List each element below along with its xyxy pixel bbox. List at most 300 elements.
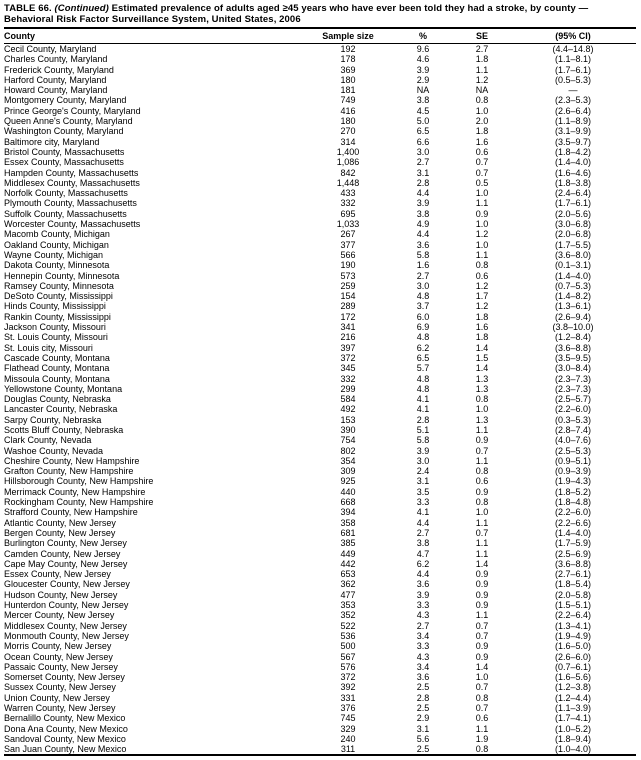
se-cell: 0.8 bbox=[475, 260, 489, 271]
table-row bbox=[4, 229, 636, 239]
county-cell: Charles County, Maryland bbox=[4, 54, 108, 65]
percent-cell: 2.7 bbox=[416, 270, 430, 281]
sample-size-cell: 311 bbox=[340, 744, 356, 755]
se-cell: 1.6 bbox=[475, 136, 489, 147]
table-row bbox=[4, 54, 636, 64]
sample-size-cell: 345 bbox=[340, 363, 356, 374]
table-row bbox=[4, 137, 636, 147]
percent-cell: 3.9 bbox=[416, 445, 430, 456]
percent-cell: 2.7 bbox=[416, 157, 430, 168]
percent-cell: 5.8 bbox=[416, 435, 430, 446]
county-cell: Harford County, Maryland bbox=[4, 74, 107, 85]
sample-size-cell: 576 bbox=[340, 661, 356, 672]
sample-size-cell: 392 bbox=[340, 682, 356, 693]
se-cell: 0.8 bbox=[475, 744, 489, 755]
se-cell: 0.9 bbox=[475, 579, 489, 590]
percent-cell: 4.6 bbox=[416, 54, 430, 65]
county-cell: Warren County, New Jersey bbox=[4, 703, 116, 713]
sample-size-cell: 745 bbox=[340, 713, 356, 724]
table-head bbox=[4, 29, 636, 44]
percent-cell: 3.1 bbox=[416, 476, 430, 487]
percent-cell: 5.1 bbox=[416, 424, 430, 435]
county-cell: Norfolk County, Massachusetts bbox=[4, 188, 128, 199]
sample-size-cell: 925 bbox=[340, 476, 356, 487]
se-cell: 0.6 bbox=[475, 476, 489, 487]
table-row bbox=[4, 631, 636, 641]
sample-size-cell: 522 bbox=[340, 620, 356, 631]
sample-size-cell: 416 bbox=[340, 105, 356, 116]
county-cell: Missoula County, Montana bbox=[4, 373, 110, 384]
sample-size-cell: 573 bbox=[340, 270, 356, 281]
percent-cell: 3.6 bbox=[416, 579, 430, 590]
se-cell: 1.0 bbox=[475, 105, 489, 116]
county-cell: Hinds County, Mississippi bbox=[4, 301, 106, 312]
county-cell: Cecil County, Maryland bbox=[4, 44, 97, 54]
ci-cell: (0.9–5.1) bbox=[554, 455, 592, 466]
county-cell: Baltimore city, Maryland bbox=[4, 136, 100, 147]
ci-cell: (4.4–14.8) bbox=[552, 44, 594, 54]
county-cell: Monmouth County, New Jersey bbox=[4, 630, 129, 641]
table-row bbox=[4, 291, 636, 301]
se-cell: 0.7 bbox=[475, 620, 489, 631]
ci-cell: (1.8–5.4) bbox=[554, 579, 592, 590]
table-row bbox=[4, 569, 636, 579]
percent-cell: 3.1 bbox=[416, 167, 430, 178]
sample-size-cell: 299 bbox=[340, 383, 356, 394]
percent-cell: 3.9 bbox=[416, 589, 430, 600]
table-row bbox=[4, 415, 636, 425]
county-cell: Strafford County, New Hampshire bbox=[4, 507, 138, 518]
ci-cell: (1.4–4.0) bbox=[554, 270, 592, 281]
sample-size-cell: 178 bbox=[340, 54, 356, 65]
se-cell: 1.8 bbox=[475, 332, 489, 343]
se-cell: 0.6 bbox=[475, 270, 489, 281]
percent-cell: 3.1 bbox=[416, 723, 430, 734]
county-cell: Douglas County, Nebraska bbox=[4, 394, 111, 405]
se-cell: 1.0 bbox=[475, 188, 489, 199]
se-cell: 2.0 bbox=[475, 116, 489, 127]
percent-cell: 2.9 bbox=[416, 74, 430, 85]
county-cell: Hampden County, Massachusetts bbox=[4, 167, 139, 178]
se-cell: 0.6 bbox=[475, 146, 489, 157]
county-cell: Lancaster County, Nebraska bbox=[4, 404, 118, 415]
county-cell: Suffolk County, Massachusetts bbox=[4, 208, 127, 219]
table-title bbox=[4, 3, 636, 29]
county-cell: Flathead County, Montana bbox=[4, 363, 110, 374]
table-row bbox=[4, 95, 636, 105]
percent-cell: 4.8 bbox=[416, 373, 430, 384]
table-row bbox=[4, 147, 636, 157]
se-cell: 1.7 bbox=[475, 291, 489, 302]
ci-cell: (3.6–8.8) bbox=[554, 558, 592, 569]
se-cell: 0.6 bbox=[475, 713, 489, 724]
se-cell: 1.4 bbox=[475, 363, 489, 374]
percent-cell: 2.8 bbox=[416, 692, 430, 703]
percent-cell: 3.4 bbox=[416, 630, 430, 641]
ci-cell: (2.6–9.4) bbox=[554, 311, 592, 322]
sample-size-cell: 362 bbox=[340, 579, 356, 590]
percent-cell: 3.7 bbox=[416, 301, 430, 312]
se-cell: 0.8 bbox=[475, 394, 489, 405]
table-title-continued: (Continued) bbox=[54, 3, 109, 14]
percent-cell: 4.4 bbox=[416, 188, 430, 199]
table-row bbox=[4, 487, 636, 497]
se-cell: 1.1 bbox=[475, 538, 489, 549]
sample-size-cell: 566 bbox=[340, 249, 356, 260]
se-cell: 1.8 bbox=[475, 126, 489, 137]
county-cell: Howard County, Maryland bbox=[4, 85, 108, 96]
sample-size-cell: 567 bbox=[340, 651, 356, 662]
se-cell: 0.9 bbox=[475, 208, 489, 219]
percent-cell: NA bbox=[416, 85, 430, 96]
sample-size-cell: 377 bbox=[340, 239, 356, 250]
county-cell: Dakota County, Minnesota bbox=[4, 260, 110, 271]
ci-cell: (1.4–8.2) bbox=[554, 291, 592, 302]
header-row bbox=[4, 29, 636, 44]
percent-cell: 5.7 bbox=[416, 363, 430, 374]
county-cell: Rockingham County, New Hampshire bbox=[4, 497, 154, 508]
percent-cell: 3.6 bbox=[416, 672, 430, 683]
county-cell: Scotts Bluff County, Nebraska bbox=[4, 424, 124, 435]
se-cell: 1.1 bbox=[475, 64, 489, 75]
ci-cell: (1.7–6.1) bbox=[554, 198, 592, 209]
se-cell: 1.1 bbox=[475, 548, 489, 559]
sample-size-cell: 270 bbox=[340, 126, 356, 137]
percent-cell: 6.2 bbox=[416, 342, 430, 353]
se-cell: 1.2 bbox=[475, 301, 489, 312]
ci-cell: (2.0–6.8) bbox=[554, 229, 592, 240]
table-row bbox=[4, 178, 636, 188]
se-cell: 1.3 bbox=[475, 414, 489, 425]
sample-size-cell: 1,033 bbox=[336, 219, 360, 230]
table-row bbox=[4, 662, 636, 672]
county-cell: Oakland County, Michigan bbox=[4, 239, 109, 250]
ci-cell: (1.8–9.4) bbox=[554, 733, 592, 744]
table-row bbox=[4, 271, 636, 281]
sample-size-cell: 332 bbox=[340, 373, 356, 384]
table-row bbox=[4, 559, 636, 569]
table-row bbox=[4, 301, 636, 311]
county-cell: Gloucester County, New Jersey bbox=[4, 579, 130, 590]
se-cell: 1.2 bbox=[475, 229, 489, 240]
se-cell: 1.1 bbox=[475, 198, 489, 209]
se-cell: 0.8 bbox=[475, 497, 489, 508]
ci-cell: (0.5–5.3) bbox=[554, 74, 592, 85]
ci-cell: (2.0–5.6) bbox=[554, 208, 592, 219]
table-row bbox=[4, 209, 636, 219]
percent-cell: 3.4 bbox=[416, 661, 430, 672]
percent-cell: 6.6 bbox=[416, 136, 430, 147]
ci-cell: (1.6–4.6) bbox=[554, 167, 592, 178]
county-cell: Essex County, Massachusetts bbox=[4, 157, 124, 168]
percent-cell: 4.8 bbox=[416, 291, 430, 302]
sample-size-cell: 331 bbox=[340, 692, 356, 703]
percent-cell: 4.1 bbox=[416, 404, 430, 415]
se-cell: 1.5 bbox=[475, 352, 489, 363]
ci-cell: (2.6–6.4) bbox=[554, 105, 592, 116]
percent-cell: 6.0 bbox=[416, 311, 430, 322]
sample-size-cell: 181 bbox=[340, 85, 356, 96]
table-row bbox=[4, 744, 636, 755]
sample-size-cell: 433 bbox=[340, 188, 356, 199]
table-row bbox=[4, 260, 636, 270]
ci-cell: (1.7–5.9) bbox=[554, 538, 592, 549]
sample-size-cell: 180 bbox=[340, 74, 356, 85]
county-cell: Middlesex County, New Jersey bbox=[4, 620, 127, 631]
se-cell: 1.1 bbox=[475, 517, 489, 528]
county-cell: Dona Ana County, New Mexico bbox=[4, 723, 128, 734]
county-cell: St. Louis city, Missouri bbox=[4, 342, 93, 353]
table-row bbox=[4, 518, 636, 528]
percent-cell: 4.3 bbox=[416, 610, 430, 621]
county-cell: Mercer County, New Jersey bbox=[4, 610, 115, 621]
county-cell: Washington County, Maryland bbox=[4, 126, 124, 137]
percent-cell: 4.1 bbox=[416, 507, 430, 518]
county-cell: Worcester County, Massachusetts bbox=[4, 219, 141, 230]
county-cell: Bergen County, New Jersey bbox=[4, 527, 116, 538]
se-cell: 0.9 bbox=[475, 486, 489, 497]
ci-cell: (2.5–5.3) bbox=[554, 445, 592, 456]
percent-cell: 5.0 bbox=[416, 116, 430, 127]
sample-size-cell: 584 bbox=[340, 394, 356, 405]
ci-cell: (1.9–4.9) bbox=[554, 630, 592, 641]
se-cell: 0.7 bbox=[475, 445, 489, 456]
percent-cell: 4.4 bbox=[416, 229, 430, 240]
county-cell: Ocean County, New Jersey bbox=[4, 651, 113, 662]
percent-cell: 3.6 bbox=[416, 239, 430, 250]
se-cell: 0.7 bbox=[475, 527, 489, 538]
percent-cell: 3.0 bbox=[416, 455, 430, 466]
sample-size-cell: 289 bbox=[340, 301, 356, 312]
se-cell: 1.2 bbox=[475, 280, 489, 291]
sample-size-cell: 314 bbox=[340, 136, 356, 147]
table-row bbox=[4, 188, 636, 198]
percent-cell: 3.0 bbox=[416, 146, 430, 157]
county-cell: DeSoto County, Mississippi bbox=[4, 291, 113, 302]
header-sample-size: Sample size bbox=[304, 29, 392, 44]
sample-size-cell: 500 bbox=[340, 641, 356, 652]
ci-cell: (1.1–8.1) bbox=[554, 54, 592, 65]
ci-cell: (1.0–4.0) bbox=[554, 744, 592, 755]
se-cell: 0.8 bbox=[475, 466, 489, 477]
sample-size-cell: 353 bbox=[340, 600, 356, 611]
sample-size-cell: 390 bbox=[340, 424, 356, 435]
sample-size-cell: 397 bbox=[340, 342, 356, 353]
county-cell: Plymouth County, Massachusetts bbox=[4, 198, 137, 209]
se-cell: 1.1 bbox=[475, 249, 489, 260]
county-cell: Cascade County, Montana bbox=[4, 352, 110, 363]
county-cell: Sussex County, New Jersey bbox=[4, 682, 116, 693]
percent-cell: 1.6 bbox=[416, 260, 430, 271]
table-row bbox=[4, 652, 636, 662]
table-row bbox=[4, 353, 636, 363]
percent-cell: 3.3 bbox=[416, 497, 430, 508]
county-cell: Sandoval County, New Mexico bbox=[4, 733, 126, 744]
sample-size-cell: 653 bbox=[340, 569, 356, 580]
ci-cell: (0.3–5.3) bbox=[554, 414, 592, 425]
sample-size-cell: 259 bbox=[340, 280, 356, 291]
percent-cell: 2.5 bbox=[416, 703, 430, 713]
percent-cell: 4.8 bbox=[416, 332, 430, 343]
se-cell: 0.7 bbox=[475, 703, 489, 713]
ci-cell: (2.3–7.3) bbox=[554, 373, 592, 384]
table-row bbox=[4, 641, 636, 651]
table-row bbox=[4, 549, 636, 559]
percent-cell: 2.5 bbox=[416, 682, 430, 693]
county-cell: Hennepin County, Minnesota bbox=[4, 270, 120, 281]
sample-size-cell: 192 bbox=[340, 44, 356, 54]
ci-cell: (1.7–5.5) bbox=[554, 239, 592, 250]
ci-cell: (1.7–4.1) bbox=[554, 713, 592, 724]
county-cell: Burlington County, New Jersey bbox=[4, 538, 127, 549]
ci-cell: (1.1–8.9) bbox=[554, 116, 592, 127]
sample-size-cell: 309 bbox=[340, 466, 356, 477]
county-cell: Merrimack County, New Hampshire bbox=[4, 486, 146, 497]
se-cell: 0.8 bbox=[475, 95, 489, 106]
ci-cell: (1.9–4.3) bbox=[554, 476, 592, 487]
se-cell: 0.5 bbox=[475, 177, 489, 188]
county-cell: Bernalillo County, New Mexico bbox=[4, 713, 126, 724]
sample-size-cell: 749 bbox=[340, 95, 356, 106]
sample-size-cell: 442 bbox=[340, 558, 356, 569]
se-cell: 1.9 bbox=[475, 733, 489, 744]
county-cell: Somerset County, New Jersey bbox=[4, 672, 125, 683]
percent-cell: 4.5 bbox=[416, 105, 430, 116]
table-row bbox=[4, 703, 636, 713]
ci-cell: — bbox=[568, 85, 578, 96]
table-row bbox=[4, 394, 636, 404]
se-cell: 1.1 bbox=[475, 723, 489, 734]
table-row bbox=[4, 476, 636, 486]
se-cell: 2.7 bbox=[475, 44, 489, 54]
ci-cell: (1.2–8.4) bbox=[554, 332, 592, 343]
county-cell: Wayne County, Michigan bbox=[4, 249, 104, 260]
se-cell: 1.0 bbox=[475, 219, 489, 230]
se-cell: NA bbox=[475, 85, 489, 96]
ci-cell: (1.2–4.4) bbox=[554, 692, 592, 703]
header-ci: (95% CI) bbox=[510, 29, 636, 44]
ci-cell: (1.4–4.0) bbox=[554, 157, 592, 168]
table-row bbox=[4, 621, 636, 631]
table-row bbox=[4, 734, 636, 744]
ci-cell: (2.7–6.1) bbox=[554, 569, 592, 580]
table-row bbox=[4, 44, 636, 55]
sample-size-cell: 172 bbox=[340, 311, 356, 322]
ci-cell: (3.6–8.8) bbox=[554, 342, 592, 353]
ci-cell: (3.1–9.9) bbox=[554, 126, 592, 137]
se-cell: 0.9 bbox=[475, 651, 489, 662]
county-cell: Passaic County, New Jersey bbox=[4, 661, 118, 672]
percent-cell: 3.9 bbox=[416, 198, 430, 209]
county-cell: Morris County, New Jersey bbox=[4, 641, 112, 652]
table-row bbox=[4, 322, 636, 332]
table-row bbox=[4, 682, 636, 692]
table-row bbox=[4, 332, 636, 342]
table-row bbox=[4, 590, 636, 600]
prevalence-table bbox=[4, 29, 636, 756]
county-cell: Frederick County, Maryland bbox=[4, 64, 114, 75]
sample-size-cell: 842 bbox=[340, 167, 356, 178]
percent-cell: 2.9 bbox=[416, 713, 430, 724]
table-row bbox=[4, 446, 636, 456]
se-cell: 1.0 bbox=[475, 672, 489, 683]
table-row bbox=[4, 538, 636, 548]
sample-size-cell: 332 bbox=[340, 198, 356, 209]
sample-size-cell: 376 bbox=[340, 703, 356, 713]
percent-cell: 4.8 bbox=[416, 383, 430, 394]
ci-cell: (1.8–5.2) bbox=[554, 486, 592, 497]
county-cell: Cape May County, New Jersey bbox=[4, 558, 128, 569]
ci-cell: (1.0–5.2) bbox=[554, 723, 592, 734]
ci-cell: (1.1–3.9) bbox=[554, 703, 592, 713]
percent-cell: 2.5 bbox=[416, 744, 430, 755]
se-cell: 1.2 bbox=[475, 74, 489, 85]
header-county: County bbox=[4, 29, 304, 44]
ci-cell: (3.5–9.5) bbox=[554, 352, 592, 363]
ci-cell: (1.6–5.6) bbox=[554, 672, 592, 683]
percent-cell: 4.7 bbox=[416, 548, 430, 559]
sample-size-cell: 354 bbox=[340, 455, 356, 466]
county-cell: Grafton County, New Hampshire bbox=[4, 466, 134, 477]
county-cell: Middlesex County, Massachusetts bbox=[4, 177, 140, 188]
sample-size-cell: 440 bbox=[340, 486, 356, 497]
sample-size-cell: 372 bbox=[340, 352, 356, 363]
se-cell: 1.8 bbox=[475, 54, 489, 65]
percent-cell: 3.9 bbox=[416, 64, 430, 75]
percent-cell: 2.7 bbox=[416, 620, 430, 631]
table-row bbox=[4, 116, 636, 126]
ci-cell: (1.6–5.0) bbox=[554, 641, 592, 652]
percent-cell: 4.1 bbox=[416, 394, 430, 405]
table-row bbox=[4, 363, 636, 373]
sample-size-cell: 216 bbox=[340, 332, 356, 343]
county-cell: Montgomery County, Maryland bbox=[4, 95, 127, 106]
table-row bbox=[4, 75, 636, 85]
se-cell: 0.9 bbox=[475, 435, 489, 446]
ci-cell: (2.4–6.4) bbox=[554, 188, 592, 199]
table-row bbox=[4, 425, 636, 435]
table-row bbox=[4, 713, 636, 723]
sample-size-cell: 1,086 bbox=[336, 157, 360, 168]
percent-cell: 2.7 bbox=[416, 527, 430, 538]
sample-size-cell: 153 bbox=[340, 414, 356, 425]
table-row bbox=[4, 343, 636, 353]
percent-cell: 9.6 bbox=[416, 44, 430, 54]
county-cell: Washoe County, Nevada bbox=[4, 445, 104, 456]
county-cell: Clark County, Nevada bbox=[4, 435, 92, 446]
table-row bbox=[4, 672, 636, 682]
table-row bbox=[4, 456, 636, 466]
se-cell: 0.7 bbox=[475, 167, 489, 178]
percent-cell: 5.8 bbox=[416, 249, 430, 260]
ci-cell: (3.0–8.4) bbox=[554, 363, 592, 374]
ci-cell: (3.8–10.0) bbox=[552, 322, 594, 333]
county-cell: Sarpy County, Nebraska bbox=[4, 414, 102, 425]
ci-cell: (2.2–6.0) bbox=[554, 507, 592, 518]
se-cell: 0.9 bbox=[475, 589, 489, 600]
ci-cell: (2.2–6.6) bbox=[554, 517, 592, 528]
table-row bbox=[4, 384, 636, 394]
ci-cell: (2.6–6.0) bbox=[554, 651, 592, 662]
percent-cell: 4.4 bbox=[416, 517, 430, 528]
percent-cell: 3.8 bbox=[416, 95, 430, 106]
table-row bbox=[4, 497, 636, 507]
sample-size-cell: 267 bbox=[340, 229, 356, 240]
county-cell: San Juan County, New Mexico bbox=[4, 744, 127, 755]
ci-cell: (3.5–9.7) bbox=[554, 136, 592, 147]
sample-size-cell: 1,400 bbox=[336, 146, 360, 157]
se-cell: 0.9 bbox=[475, 569, 489, 580]
